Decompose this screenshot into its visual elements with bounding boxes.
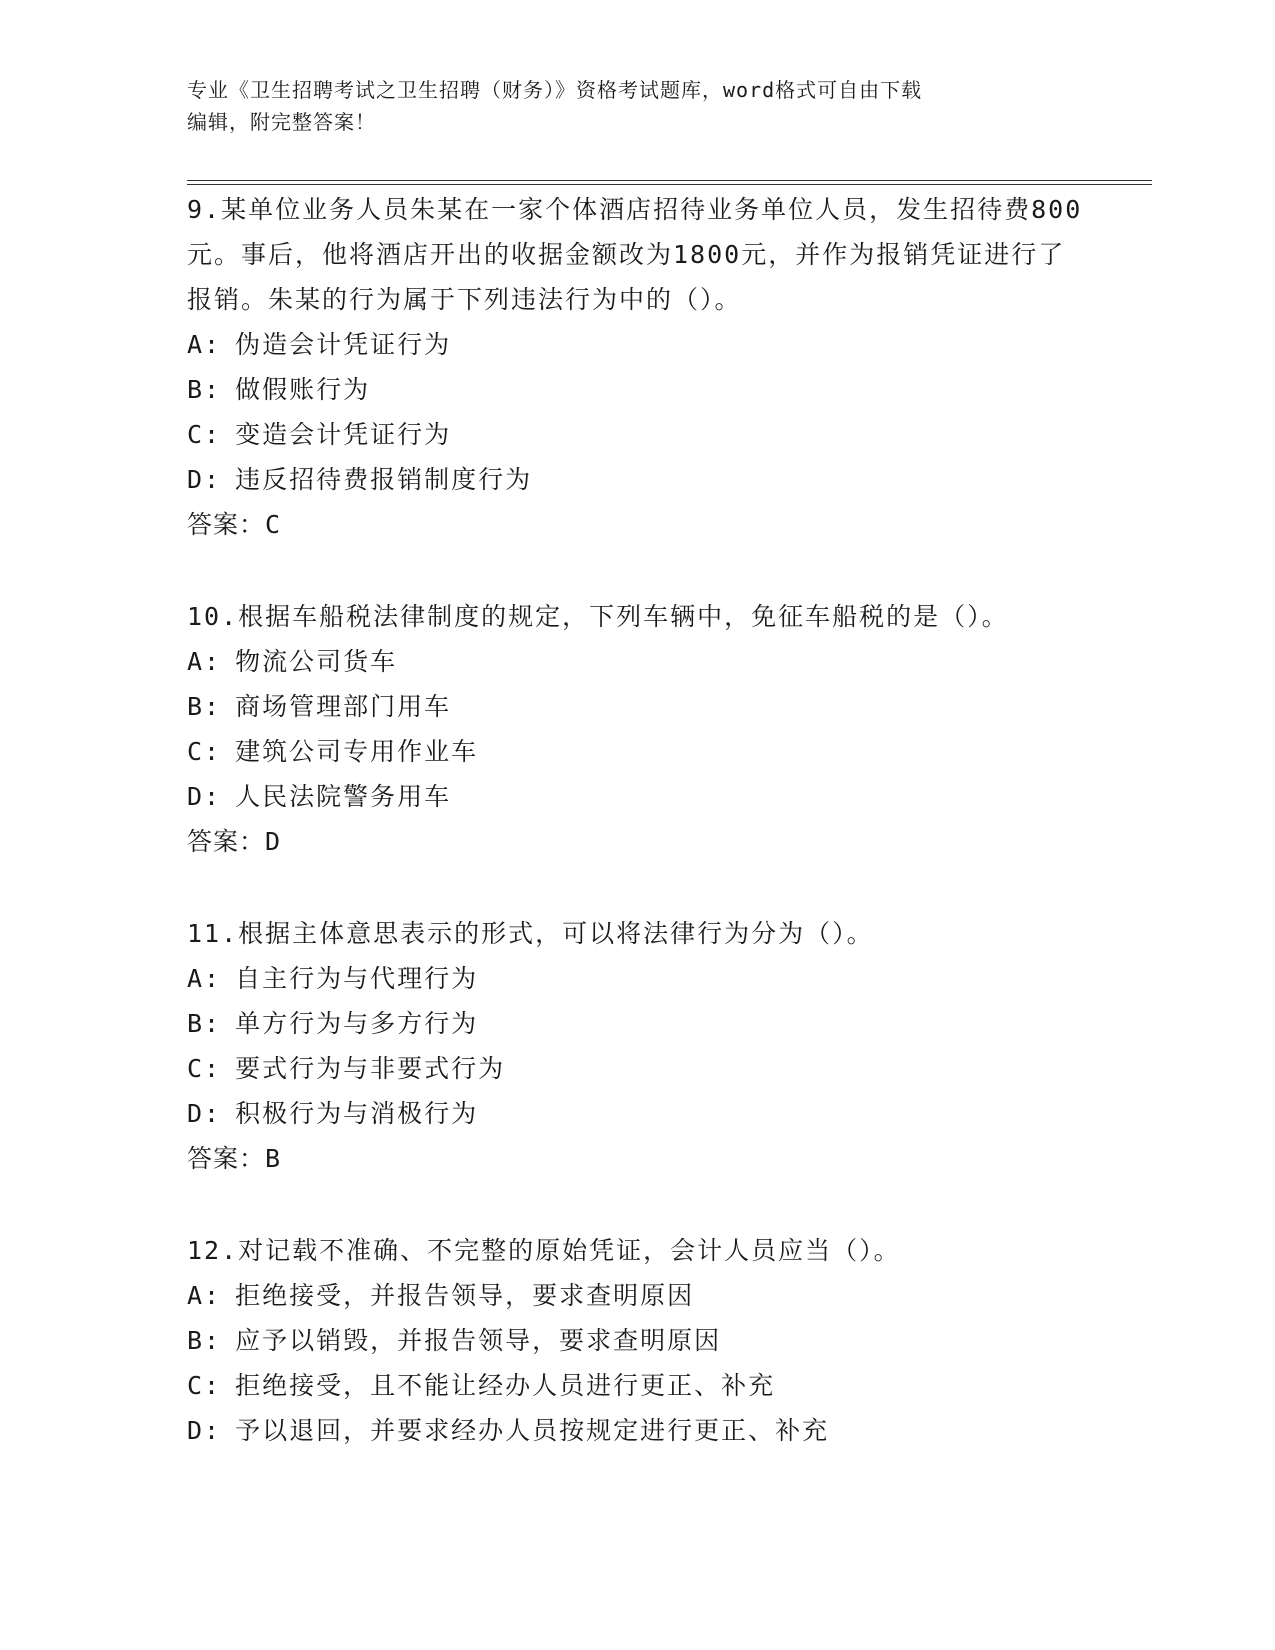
option-a (187, 956, 1087, 1001)
option-key: C: (187, 1371, 222, 1400)
option-c (187, 1046, 1087, 1091)
option-key: B: (187, 1009, 222, 1038)
option-key: D: (187, 1099, 222, 1128)
option-key: B: (187, 692, 222, 721)
option-text: 商场管理部门用车 (235, 692, 452, 721)
header-line-2: 编辑，附完整答案！ (187, 110, 376, 134)
option-key: B: (187, 375, 222, 404)
document-header (187, 74, 1087, 138)
question-stem: 10.根据车船税法律制度的规定，下列车辆中，免征车船税的是（）。 (187, 602, 1009, 631)
option-text: 建筑公司专用作业车 (235, 737, 479, 766)
option-text: 予以退回，并要求经办人员按规定进行更正、补充 (235, 1416, 830, 1445)
option-text: 拒绝接受，且不能让经办人员进行更正、补充 (235, 1371, 776, 1400)
question-stem: 11.根据主体意思表示的形式，可以将法律行为分为（）。 (187, 919, 874, 948)
option-b (187, 1001, 1087, 1046)
question-12 (187, 1228, 1087, 1453)
option-a (187, 322, 1087, 367)
answer-value: D (265, 827, 282, 856)
option-key: A: (187, 1281, 222, 1310)
option-key: C: (187, 1054, 222, 1083)
answer-value: C (265, 510, 282, 539)
option-key: D: (187, 782, 222, 811)
question-list (187, 187, 1087, 1499)
option-text: 积极行为与消极行为 (235, 1099, 479, 1128)
option-d (187, 1408, 1087, 1453)
option-c (187, 1363, 1087, 1408)
option-b (187, 1318, 1087, 1363)
option-text: 应予以销毁，并报告领导，要求查明原因 (235, 1326, 722, 1355)
answer-label: 答案： (187, 827, 266, 856)
option-b (187, 684, 1087, 729)
answer (187, 502, 1087, 548)
option-key: C: (187, 737, 222, 766)
option-c (187, 729, 1087, 774)
option-b (187, 367, 1087, 412)
question-stem: 12.对记载不准确、不完整的原始凭证，会计人员应当（）。 (187, 1236, 901, 1265)
option-text: 变造会计凭证行为 (235, 420, 452, 449)
header-line-1: 专业《卫生招聘考试之卫生招聘（财务）》资格考试题库，word格式可自由下载 (187, 78, 923, 102)
option-text: 自主行为与代理行为 (235, 964, 479, 993)
option-key: C: (187, 420, 222, 449)
option-key: B: (187, 1326, 222, 1355)
option-key: D: (187, 1416, 222, 1445)
option-text: 违反招待费报销制度行为 (235, 465, 533, 494)
option-key: A: (187, 964, 222, 993)
option-text: 人民法院警务用车 (235, 782, 452, 811)
option-text: 做假账行为 (235, 375, 371, 404)
answer-label: 答案： (187, 510, 266, 539)
option-text: 拒绝接受，并报告领导，要求查明原因 (235, 1281, 695, 1310)
option-text: 伪造会计凭证行为 (235, 330, 452, 359)
question-10 (187, 594, 1087, 865)
option-text: 要式行为与非要式行为 (235, 1054, 506, 1083)
option-text: 物流公司货车 (235, 647, 398, 676)
header-divider-top (187, 180, 1152, 181)
option-key: A: (187, 647, 222, 676)
answer-value: B (265, 1144, 282, 1173)
answer (187, 819, 1087, 865)
question-11 (187, 911, 1087, 1182)
option-a (187, 1273, 1087, 1318)
option-text: 单方行为与多方行为 (235, 1009, 479, 1038)
question-stem: 9.某单位业务人员朱某在一家个体酒店招待业务单位人员，发生招待费800元。事后，他将酒店开出的收据金额改为1800元，并作为报销凭证进行了报销。朱某的行为属于下列违法行为中的（）。 (187, 195, 1083, 314)
option-d (187, 774, 1087, 819)
answer (187, 1136, 1087, 1182)
option-key: A: (187, 330, 222, 359)
option-a (187, 639, 1087, 684)
option-d (187, 1091, 1087, 1136)
option-c (187, 412, 1087, 457)
header-divider-bottom (187, 184, 1152, 185)
answer-label: 答案： (187, 1144, 266, 1173)
question-9 (187, 187, 1087, 548)
option-key: D: (187, 465, 222, 494)
option-d (187, 457, 1087, 502)
